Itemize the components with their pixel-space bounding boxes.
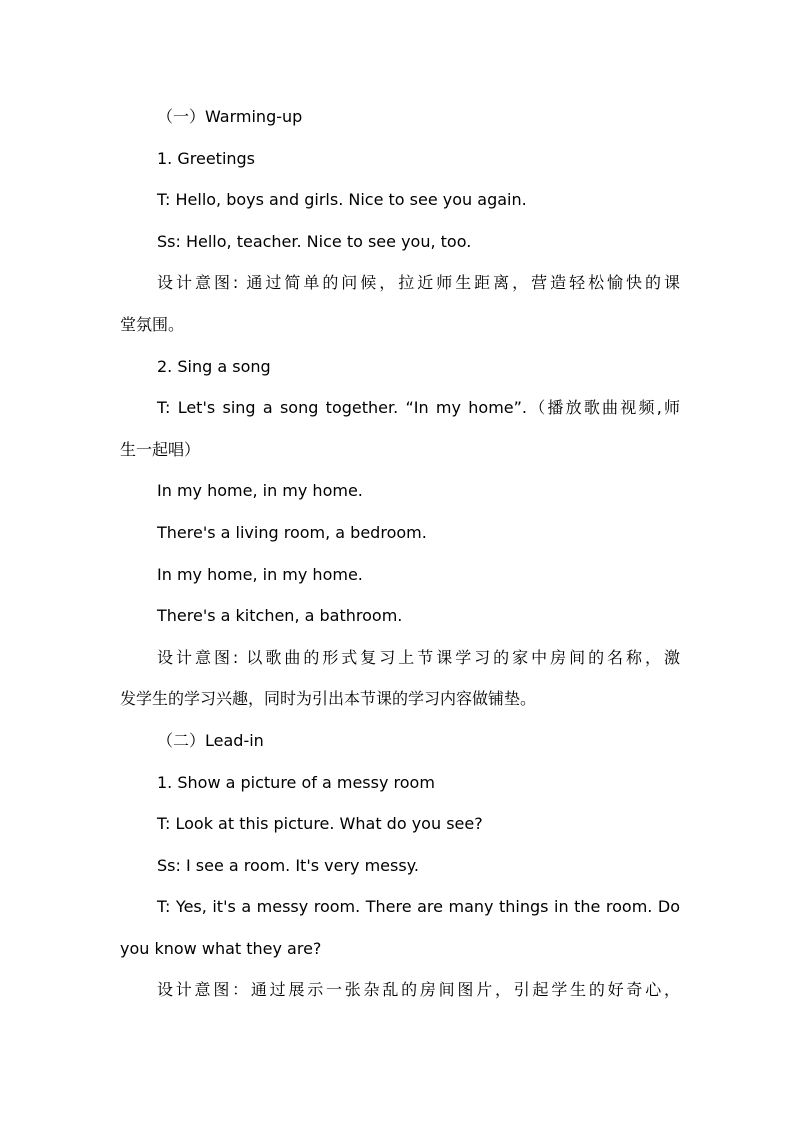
dialogue-line-continued: 生一起唱） [120, 439, 201, 459]
subheading-sing-a-song: 2. Sing a song [157, 356, 271, 376]
song-lyric-line: There's a living room, a bedroom. [157, 522, 427, 542]
design-intent-paragraph-continued: 堂氛围。 [120, 314, 185, 334]
dialogue-line: Ss: Hello, teacher. Nice to see you, too. [157, 231, 472, 251]
dialogue-line: T: Hello, boys and girls. Nice to see you again. [157, 190, 527, 210]
song-lyric-line: There's a kitchen, a bathroom. [157, 606, 403, 626]
dialogue-line: T: Look at this picture. What do you see? [157, 814, 483, 834]
design-intent-paragraph: 设计意图: 通过简单的问候，拉近师生距离，营造轻松愉快的课 [157, 273, 680, 293]
song-lyric-line: In my home, in my home. [157, 481, 363, 501]
section-heading-lead-in: （二）Lead-in [157, 730, 264, 750]
design-intent-paragraph: 设计意图: 以歌曲的形式复习上节课学习的家中房间的名称，激 [157, 647, 680, 667]
subheading-show-picture: 1. Show a picture of a messy room [157, 772, 435, 792]
dialogue-line: T: Let's sing a song together. “In my home”.（播放歌曲视频,师 [157, 398, 680, 418]
dialogue-line-continued: you know what they are? [120, 938, 322, 958]
document-body [120, 96, 680, 1011]
design-intent-paragraph-continued: 发学生的学习兴趣，同时为引出本节课的学习内容做铺垫。 [120, 689, 537, 709]
dialogue-line: Ss: I see a room. It's very messy. [157, 855, 419, 875]
design-intent-paragraph: 设计意图：通过展示一张杂乱的房间图片，引起学生的好奇心， [157, 980, 680, 1000]
subheading-greetings: 1. Greetings [157, 148, 256, 168]
dialogue-line: T: Yes, it's a messy room. There are many things in the room. Do [157, 897, 680, 917]
section-heading-warming-up: （一）Warming-up [157, 107, 303, 126]
song-lyric-line: In my home, in my home. [157, 564, 363, 584]
